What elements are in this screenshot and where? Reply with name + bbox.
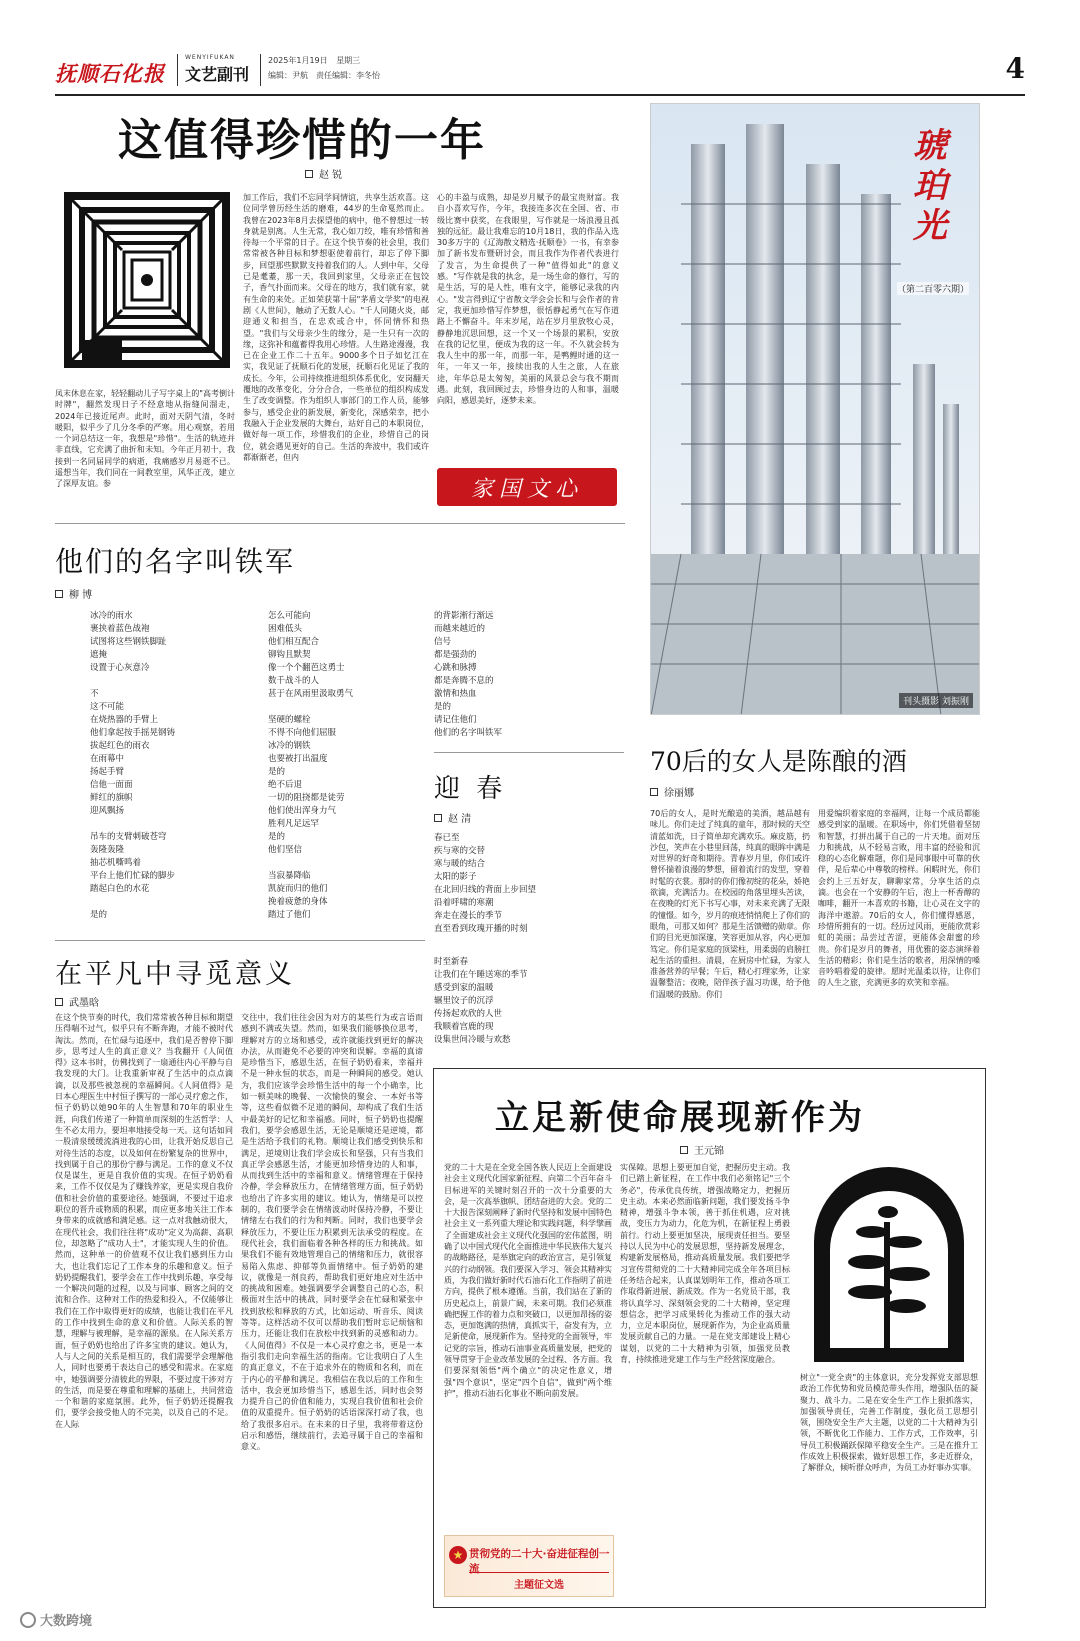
tunnel-illustration	[62, 190, 232, 375]
watermark	[20, 1610, 92, 1629]
article3-column-2: 用爱编织着家庭的幸福网，让每一个成员都能感受到家的温暖。在职场中，你们凭借着坚韧和智慧，打拼出属于自己的一片天地。面对压力和挑战，从不轻易言败，用丰富的经验和沉稳的心态化解难题，你们是同事眼中可靠的伙伴，是后辈心中尊敬的榜样。闲暇时光，你们会约上三五好友，聊聊家常，分享生活的点滴。也会在一个安静的午后，泡上一杯香醇的咖啡，翻开一本喜欢的书籍，让心灵在文字的海洋中遨游。70后的女人，你们懂得感恩，珍惜所拥有的一切。经历过风雨，更能欣赏彩虹的美丽；品尝过苦涩，更能体会甜蜜的珍贵。你们是岁月的舞者，用优雅的姿态演绎着生活的精彩；你们是生活的歌者，用深情的嗓音吟唱着爱的旋律。愿时光温柔以待，让你们的人生之旅，充满更多的欢笑和幸福。	[818, 809, 980, 988]
byline-square-icon	[305, 170, 313, 178]
byline-square-icon	[650, 788, 658, 796]
article2-rule	[55, 940, 425, 941]
section-pinyin: WENYIFUKAN	[185, 54, 235, 61]
poem1-column-3: 的背影淅行渐远 而越来越近的 信号 都是强劲的 心跳和脉搏 都是奔腾不息的 激情和热血 是的 请记住他们 他们的名字叫铁军	[434, 611, 503, 738]
byline-square-icon	[55, 590, 63, 598]
issue-date: 2025年1月19日	[268, 56, 328, 65]
poem1-column-1: 冰冷的雨水 裹挟着蓝色战袍 试图将这些钢铁脚趾 遮掩 设置于心灰意冷 不 这不可能 在烧热器的手臂上 他们拿起按手摇晃钢铸 拔起红色的雨衣 在雨幕中 扬起手臂 信他一面面 鲜红的旗帜 迎风飘扬 吊车的支臂刺破苍穹 轰隆轰隆 抽芯机嘶鸣着 平台上他们忙碌的脚步 踏起白色的水花 是的	[90, 611, 176, 920]
masthead	[55, 52, 1035, 94]
section-name: 文艺副刊	[185, 65, 250, 84]
masthead-divider	[177, 54, 178, 86]
poem1-author: 柳 博	[69, 590, 93, 601]
section-divider	[55, 523, 625, 524]
column-badge-label: 家国文心	[470, 476, 583, 502]
article4-author: 王元锦	[694, 1146, 724, 1157]
issue-weekday: 星期三	[336, 56, 361, 65]
issue-date-line	[268, 55, 360, 66]
poem1-column-2: 怎么可能向 困难低头 他们相互配合 铆钩且默契 像一个个翻芭这勇士 数千战斗的人 甚于在风雨里汲取勇气 坚硬的螺栓 不得不向他们屈服 冰冷的钢铁 也要被打出温度 是的 绝不后退 一切的阻挠都是徒劳 他们使出浑身力气 胜利凡足远罕 是的 他们坚信 当寂暴降临 凯旋而归的他们 挽着疲惫的身体 踏过了他们	[268, 611, 354, 920]
article3-byline	[650, 784, 694, 799]
party-emblem-icon: ★	[449, 1546, 467, 1564]
poem2-rule	[434, 752, 624, 753]
byline-square-icon	[434, 814, 442, 822]
tree-arch-icon	[800, 1162, 978, 1362]
poem2-stanza-1: 春已至 疾与寒的交替 寒与暖的结合 太阳的影子 在北回归线的背面上步回望 沿着呼啸的寒潮 奔走在漫长的季节 直至看到玫瑰开播的时刻	[434, 833, 537, 934]
photo-credit: 刊头摄影 刘振刚	[899, 693, 973, 708]
photo-column-issue: （第二百零六期）	[897, 282, 969, 295]
article2-title: 在平凡中寻觅意义	[55, 959, 295, 990]
column-badge	[437, 468, 617, 506]
article2-column-2: 交往中，我们往往会因为对方的某些行为或言语而感到不满或失望。然而，如果我们能够换位思考，理解对方的立场和感受，或许就能找到更好的解决办法，从而避免不必要的冲突和误解。幸福的真谛是珍惜当下，感恩生活，在恒子奶奶看来，幸福并不是一种永恒的状态，而是一种瞬间的感受。她认为，我们应该学会珍惜生活中的每一个小确幸，比如一顿美味的晚餐、一次愉快的聚会、一本好书等等，这些看似微不足道的瞬间，却构成了我们生活中最美好的记忆和幸福感。同时，恒子奶奶也提醒我们，要学会感恩生活，无论是顺境还是逆境，都是生活给予我们的礼物。顺境让我们感受到快乐和满足，逆境则让我们学会成长和坚强，只有当我们真正学会感恩生活，才能更加珍惜身边的人和事，从而找到生活中的幸福和意义。情绪管理在于保持冷静，学会释放压力，在情绪管理方面，恒子奶奶也给出了许多实用的建议。她认为，情绪是可以控制的，我们要学会在情绪波动时保持冷静，不要让情绪左右我们的行为和判断。同时，我们也要学会释放压力，不要让压力积累到无法承受的程度。在现代社会，我们面临着各种各样的压力和挑战。如果我们不能有效地管理自己的情绪和压力，就很容易陷入焦虑、抑郁等负面情绪中。恒子奶奶的建议，就像是一剂良药，帮助我们更好地应对生活中的挑战和困难。她强调要学会调整自己的心态，积极面对生活中的挑战，同时要学会在忙碌和紧张中找到放松和释放的方式，比如运动、听音乐、阅读等等。这样活动不仅可以帮助我们暂时忘记烦恼和压力，还能让我们在放松中找到新的灵感和动力。《人间值得》不仅是一本心灵疗愈之书，更是一本指引我们走向幸福生活的指南。它让我明白了人生的真正意义，不在于追求外在的物质和名利，而在于内心的平静和满足。我相信在我以后的工作和生活中，我会更加珍惜当下，感恩生活，同时也会努力提升自己的价值和能力，实现自我价值和社会价值的双重提升。恒子奶奶的话语深深打动了我，也给了我很多启示。在未来的日子里，我将带着这份启示和感悟，继续前行，去追寻属于自己的幸福和意义。	[241, 1013, 423, 1452]
article2-column-1: 在这个快节奏的时代，我们常常被各种目标和期望压得喘不过气，似乎只有不断奔跑，才能不被时代淘汰。然而，在忙碌与追逐中，我们是否曾停下脚步，思考过人生的真正意义？当我翻开《人间值得》这本书时，仿佛找到了一扇通往内心平静与自我发现的大门。让我重新审视了生活中的点点滴滴，以及那些被忽视的幸福瞬间。《人间值得》是日本心理医生中村恒子撰写的一部心灵疗愈之作，恒子奶奶以她90年的人生智慧和70年的职业生涯，向我们传递了一种简单而深刻的生活哲学：人生不必太用力，要坦率地接受每一天。这句话如同一股清泉缓缓流淌进我的心田，让我开始反思自己对待生活的态度，以及如何在纷繁复杂的世界中，找到属于自己的那份宁静与满足。工作的意义不仅仅是谋生，更是自我价值的实现。在恒子奶奶看来，工作不仅仅是为了赚钱养家，更是实现自我价值和社会价值的重要途径。她强调，不要过于追求职位的晋升或物质的积累，而应更多地关注工作本身带来的成就感和满足感。这一点对我触动很大，在现代社会，我们往往将"成功"定义为高薪、高职位，却忽略了"成功人士"，才能实现人生的价值。然而，这种单一的价值观不仅让我们感到压力山大，也让我们忘记了工作本身的乐趣和意义。恒子奶奶提醒我们，要学会在工作中找到乐趣，享受每一个解决问题的过程，以及与同事、顾客之间的交流和合作。这种对工作的热爱和投入，不仅能够让我们在工作中取得更好的成绩，也能让我们在平凡的工作中找到生命的意义和价值。人际关系的智慧，理解与被理解，是幸福的源泉。在人际关系方面，恒子奶奶也给出了许多宝贵的建议。她认为，人与人之间的关系是相互的，我们需要学会理解他人，同时也要勇于表达自己的感受和需求。在家庭中，她强调要分清彼此的界限，不要过度干涉对方的生活，而是要在尊重和理解的基础上，共同营造一个和谐的家庭氛围。此外，恒子奶奶还提醒我们，要学会接受他人的不完美，以及自己的不足。在人际	[55, 1013, 233, 1429]
article4-column-2: 实保障。思想上要更加自觉，把握历史主动。我们已踏上新征程，在工作中我们必须铭记"三个务必"，传承优良传统，增强战略定力，把握历史主动。本来必然面临新问题，我们要发扬斗争精神，增强斗争本领，善于抓住机遇，应对挑战，变压力为动力，化危为机，在新征程上勇毅前行。行动上要更加坚决，展现责任担当。要坚持以人民为中心的发展思想，坚持新发展理念，构建新发展格局，推动高质量发展。我们要把学习宣传贯彻党的二十大精神同完成全年各项目标任务结合起来，认真谋划明年工作，推动各项工作取得新进展、新成效。作为一名党员干部，我将认真学习、深刻领会党的二十大精神，坚定理想信念，把学习成果转化为推动工作的强大动力，立足本职岗位，展现新作为，为企业高质量发展贡献自己的力量。一是在党支部建设上精心谋划，以党的二十大精神为引领，加强党员教育，持续推进党建工作与生产经营深度融合。	[620, 1163, 790, 1365]
tree-illustration	[800, 1162, 978, 1362]
article3-author: 徐丽娜	[664, 788, 694, 799]
masthead-rule	[55, 94, 1025, 96]
article4-column-1: 党的二十大是在全党全国各族人民迈上全面建设社会主义现代化国家新征程、向第二个百年奋斗目标进军的关键时刻召开的一次十分重要的大会，是一次高举旗帜、团结奋进的大会。党的二十大报告深刻阐释了新时代坚持和发展中国特色社会主义一系列重大理论和实践问题，科学擘画了全面建成社会主义现代化强国的宏伟蓝图，明确了以中国式现代化全面推进中华民族伟大复兴的战略路径，是举旗定向的政治宣言，是引领复兴的行动纲领。我们要深入学习、领会其精神实质，为我们做好新时代石油石化工作指明了前进方向，提供了根本遵循。当前，我们站在了新的历史起点上，前景广阔，未来可期。我们必须准确把握工作的着力点和突破口，以更加昂扬的姿态，更加饱满的热情，真抓实干，奋发有为，立足新使命，展现新作为。坚持党的全面领导，牢记党的宗旨，推动石油事业高质量发展，把党的领导贯穿于企业改革发展的全过程、各方面。我们要深刻领悟"两个确立"的决定性意义，增强"四个意识"，坚定"四个自信"，做到"两个维护"，推动石油石化事业不断向前发展。	[444, 1163, 612, 1398]
article4-title: 立足新使命展现新作为	[495, 1098, 865, 1138]
article1-column-1: 凤末休息在家，轻轻翻动儿子写字桌上的"高考倒计时牌"，翻然发现日子不经意地从指缝间溜走，2024年已接近尾声。此时，面对天阴气清，冬时暖阳，似乎少了几分冬季的严寒。用心观察，若用一个词总结这一年，我想是"珍惜"。生活的轨迹并非直线，它充满了曲折和未知。今年正月初十，我接到一名同届同学的病逝，我痛感岁月易逝不已。遥想当年，我们同在一间教室里，风华正茂，建立了深厚友谊。参	[55, 389, 235, 489]
photo-column-title: 琥珀光	[913, 126, 947, 246]
poem2-byline	[434, 810, 471, 825]
photo-refinery	[650, 103, 980, 715]
watermark-logo-icon	[20, 1612, 36, 1628]
poem1-byline	[55, 586, 92, 601]
article3-column-1: 70后的女人，是时光酿造的美酒，越品越有味儿。你们走过了纯真的童年，那时候的天空清蓝如洗，日子简单却充满欢乐。麻皮筋，扔沙包，笑声在小巷里回荡，纯真的眼眸中满是对世界的好奇和期待。青春岁月里，你们或许曾怀揣着浪漫的梦想，留着流行的发型，穿着时髦的衣裳。那时的你们像初绽的花朵，娇艳欲滴，充满活力。在校园的角落里埋头苦读，在夜晚的灯光下书写心事，对未来充满了无限的憧憬。如今，岁月的痕迹悄悄爬上了你们的眼角，可那又如何？那是生活馈赠的勋章。你们的目光更加深邃，笑容更加从容，内心更加笃定。你们是家庭的顶梁柱，用柔弱的肩膀扛起生活的重担。清晨，在厨房中忙碌，为家人准备营养的早餐；午后，精心打理家务，让家温馨整洁；夜晚，陪伴孩子温习功课，给予他们温暖的鼓励。你们	[650, 809, 810, 999]
poem2-title: 迎 春	[434, 774, 507, 804]
article1-title: 这值得珍惜的一年	[118, 115, 486, 166]
article1-column-2: 加工作后，我们不忘同学间情谊，共享生活欢喜。这位同学曾历经生活的磨难，44岁的生命戛然而止。我曾在2023年8月去探望他的病中，他不曾想过一转身就是别离。人生无常，我心如刀绞，唯有珍惜和善待每一个平常的日子。在这个快节奏的社会里，我们常常被各种目标和梦想驱使着前行，却忘了停下脚步，回望那些默默支持着我们的人。人到中年，父母已是耄耋，那一天，我回到家里，父母亲正在包饺子，香气扑面而来。父母在的地方，我们就有家，就有生命的来处。正如荣获第十届"茅盾文学奖"的电视剧《人世间》，触动了无数人心。"千人同随火炎，邮迎通义和担当，在忠欢或合中，怀同情怀和热望。"我们与父母亲少生的缘分，是一生只有一次的缘，这弥补和蕴蓄得我用心珍惜。人生路途漫漫，我已在企业工作二十五年。9000多个日子如忆江在实，我见证了抚顺石化的发展，抚顺石化见证了我的成长。今年，公司持续推进组织体系优化，安岗翻天覆地的改革变化，分分合合，一些单位的组织构成发生了改变调整。作为组织人事部门的工作人员，能够参与，感受企业的新发展，新变化，深感荣幸，把小我融入于企业发展的大舞台，站好自己的本职岗位，做好每一项工作，珍惜我们的企业，珍惜自己的岗位，就会遇见更好的自己。生活的奔波中，我们或许都渐渐老，但内	[243, 193, 429, 462]
poem2-stanza-2: 时至新春 让我们在午睡送寒的季节 感受到家的温暖 辗里饺子的沉浮 传扬起欢欣的人世 我顺着宫鹿的现 设集世间冷暖与欢愁	[434, 957, 528, 1045]
poem1-title: 他们的名字叫铁军	[55, 545, 296, 578]
poem2-author: 赵 清	[448, 814, 472, 825]
article4-column-3: 树立"一党全责"的主体意识，充分发挥党支部思想政治工作优势和党员模范带头作用，增强队伍的凝聚力、战斗力。二是在安全生产工作上狠抓落实，加强领导责任，完善工作制度，强化员工思想引领，围绕安全生产大主题，以党的二十大精神为引领，不断优化工作能力、工作方式，工作效率，引导员工积极踊跃保障平稳安全生产。三是在推升工作成效上积极探索，做好思想工作，多走近群众，了解群众，倾听群众呼声，为员工办好事办实事。	[800, 1373, 978, 1473]
article1-byline	[305, 166, 342, 181]
page-number: 4	[1005, 52, 1025, 85]
banner-subtitle: 主题征文选	[469, 1572, 609, 1591]
paper-name: 抚顺石化报	[55, 61, 165, 86]
article2-byline	[55, 994, 99, 1009]
article1-author: 赵 锐	[319, 170, 343, 181]
article1-column-3: 心的丰盈与成熟，却是岁月赋予的最宝贵财富。我自小喜欢写作，今年，我接连多次在全国、省、市级比赛中获奖，在我眼里，写作就是一场浪漫且孤独的远征。最让我难忘的10月18日，我的作品入选30多万字的《辽海散文精选·抚顺卷》一书，有幸参加了新书发布暨研讨会，而且我作为作者代表进行了发言，为生命提供了一种"值得如此"的意义感。"写作就是我的执念，是一场生命的修行，写的是生活，写的是人性，唯有文字，能够记录我的内心。"发言得到辽宁省散文学会会长和与会作者的肯定，我更加珍惜写作梦想，很恬静起勇气在写作道路上不懈奋斗。年末岁尾，站在岁月里放牧心灵，静静地沉思回想，这一个又一个场景的累积，安放在我的记忆里，便成为我的这一年。不久就会转为我人生中的那一年，而那一年，是鸭鲤时通的这一年，一年又一年，接续出我的人生之旅，人在旅途，年华总是太匆匆，美丽的风景总会与我不期而遇。此刻，我回顾过去，珍惜身边的人和事，温暖向阳，感恩美好，逐梦未来。	[437, 193, 619, 406]
editors-line: 编辑：尹航 责任编辑：李冬怡	[268, 71, 380, 80]
article2-author: 武墨晗	[69, 998, 99, 1009]
byline-square-icon	[55, 998, 63, 1006]
masthead-divider-2	[260, 54, 261, 86]
watermark-text: 大数跨境	[40, 1614, 93, 1629]
byline-square-icon	[680, 1146, 688, 1154]
article4-byline	[680, 1142, 724, 1157]
banner-headline: 贯彻党的二十大·奋进征程创一流	[469, 1548, 610, 1575]
tunnel-maze-icon	[62, 190, 232, 375]
essay-banner	[444, 1535, 614, 1597]
article3-title: 70后的女人是陈酿的酒	[650, 747, 907, 776]
